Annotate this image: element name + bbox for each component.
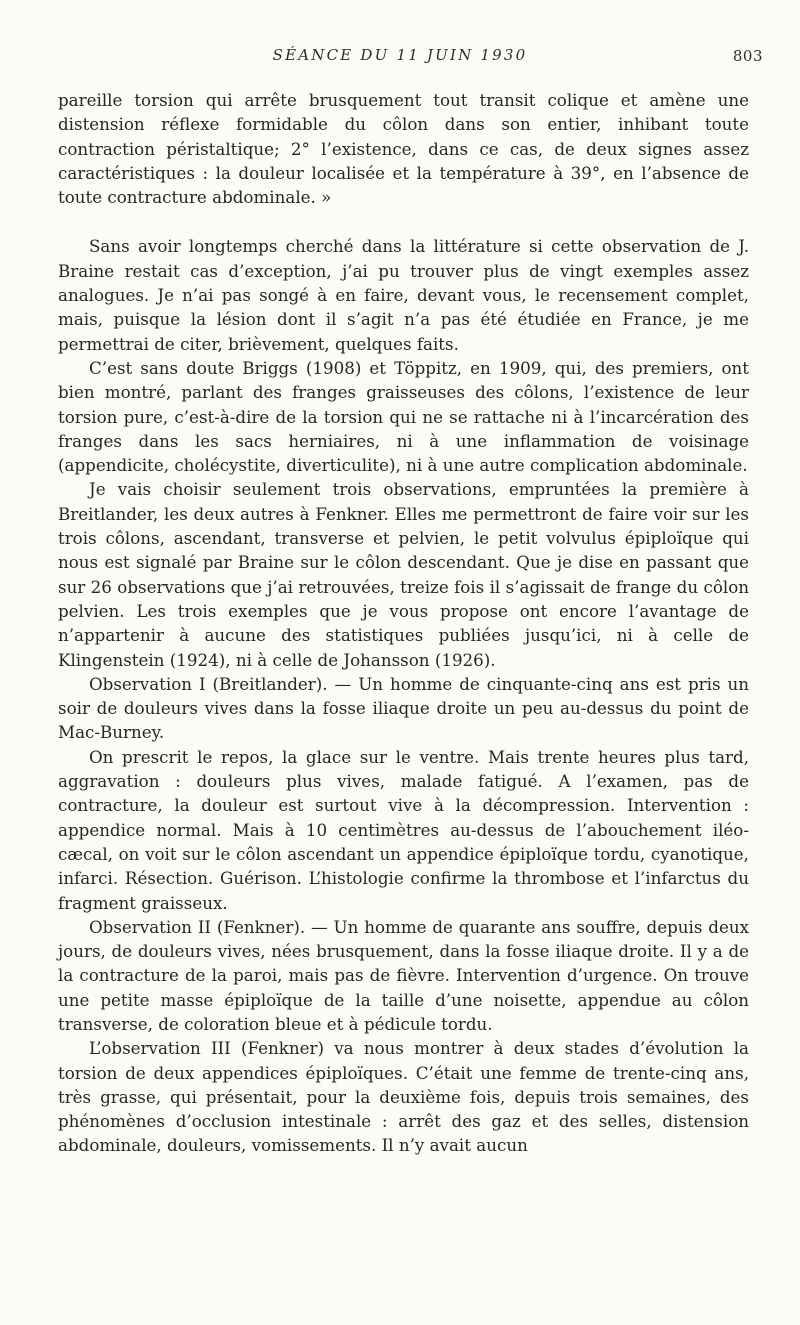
page-number: 803 <box>732 47 763 65</box>
paragraph-observation-1: Observation I (Breitlander). — Un homme de cinquante-cinq ans est pris un soir de douleurs vives dans la fosse iliaque droite un peu au-dessus du point de Mac-Burney. <box>58 673 749 743</box>
paragraph-observation-2: Observation II (Fenkner). — Un homme de quarante ans souffre, depuis deux jours, de douleurs vives, nées brusquement, dans la fosse iliaque droite. Il y a de la contracture de la paroi, mais pas de fièvre. Intervention d’urgence. On trouve une petite masse épiploïque de la taille d’une noisette, appendue au côlon transverse, de coloration bleue et à pédicule tordu. <box>58 916 749 1034</box>
header-title: SÉANCE DU 11 JUIN 1930 <box>272 46 528 64</box>
paragraph-literature: Sans avoir longtemps cherché dans la littérature si cette observation de J. Braine restait cas d’exception, j’ai pu trouver plus de vingt exemples assez analogues. Je n’ai pas songé à en faire, devant vous, le recensement complet, mais, puisque la lésion dont il s’agit n’a pas été étudiée en France, je me permettrai de citer, brièvement, quelques faits. <box>58 236 749 354</box>
paragraph-quote-end: pareille torsion qui arrête brusquement tout transit colique et amène une distension réflexe formidable du côlon dans son entier, inhibant toute contraction péristaltique; 2° l’existence, dans ce cas, de deux signes assez caractéristiques : la douleur localisée et la température à 39°, en l’absence de toute contracture abdominale. » <box>58 90 749 208</box>
paragraph-observation-3: L’observation III (Fenkner) va nous montrer à deux stades d’évolution la torsion de deux appendices épiploïques. C’était une femme de trente-cinq ans, très grasse, qui présentait, pour la deuxième fois, depuis trois semaines, des phénomènes d’occlusion intestinale : arrêt des gaz et des selles, distension abdominale, douleurs, vomissements. Il n’y avait aucun <box>58 1038 749 1156</box>
body-text <box>58 88 749 1158</box>
paragraph-briggs-toppitz: C’est sans doute Briggs (1908) et Töppitz, en 1909, qui, des premiers, ont bien montré, parlant des franges graisseuses des côlons, l’existence de leur torsion pure, c’est-à-dire de la torsion qui ne se rattache ni à l’incarcération des franges dans les sacs herniaires, ni à une inflammation de voisinage (appendicite, cholécystite, diverticulite), ni à une autre complication abdominale. <box>58 357 749 476</box>
running-header <box>0 46 800 66</box>
paragraph-three-observations: Je vais choisir seulement trois observations, empruntées la première à Breitlander, les deux autres à Fenkner. Elles me permettront de faire voir sur les trois côlons, ascendant, transverse et pelvien, le petit volvulus épiploïque qui nous est signalé par Braine sur le côlon descendant. Que je dise en passant que sur 26 observations que j’ai retrouvées, treize fois il s’agissait de frange du côlon pelvien. Les trois exemples que je vous propose ont encore l’avantage de n’appartenir à aucune des statistiques publiées jusqu’ici, ni à celle de Klingenstein (1924), ni à celle de Johansson (1926). <box>58 479 749 670</box>
paragraph-observation-1-continued: On prescrit le repos, la glace sur le ventre. Mais trente heures plus tard, aggravation : douleurs plus vives, malade fatigué. A l’examen, pas de contracture, la douleur est surtout vive à la décompression. Intervention : appendice normal. Mais à 10 centimètres au-dessus de l’abouchement iléo-cæcal, on voit sur le côlon ascendant un appendice épiploïque tordu, cyanotique, infarci. Résection. Guérison. L’histologie confirme la thrombose et l’infarctus du fragment graisseux. <box>58 746 749 913</box>
